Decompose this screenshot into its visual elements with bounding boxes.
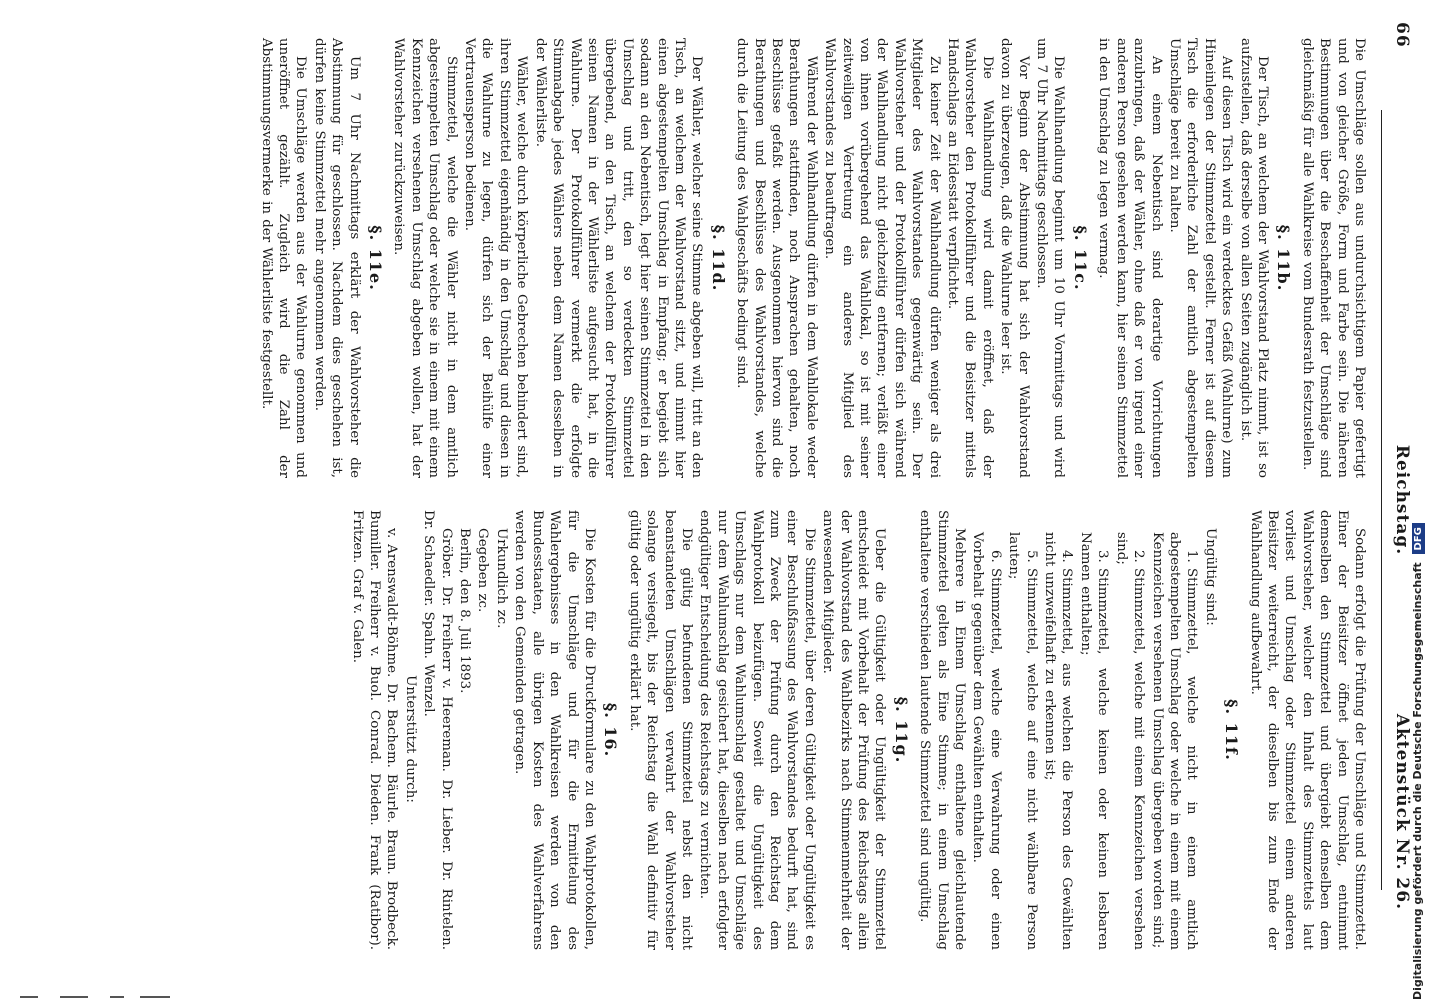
list-lead: Ungültig sind: bbox=[1202, 528, 1218, 626]
section-heading-11d: §. 11d. bbox=[708, 224, 728, 292]
page-number: 66 bbox=[1392, 22, 1412, 48]
list-item: 5.Stimmzettel, welche auf eine nicht wählbare Person lauten; bbox=[1006, 532, 1039, 950]
paragraph: Die gültig befundenen Stimmzettel nebst den nicht beanstandeten Umschlägen verwahrt der Wahlvorsteher solange versiegelt, bis der Reichstag die Wahl definitiv für gültig oder ungültig erklärt hat. bbox=[626, 510, 694, 950]
running-title: Reichstag. bbox=[1392, 444, 1412, 556]
header-rule bbox=[1381, 110, 1382, 890]
paragraph: Mehrere in Einem Umschlag enthaltene gleichlautende Stimmzettel gelten als Eine Stimme; in einem Umschlag enthaltene verschieden lautende Stimmzettel sind ungültig. bbox=[917, 510, 968, 950]
list-item: 2.Stimmzettel, welche mit einem Kennzeichen versehen sind; bbox=[1113, 532, 1147, 950]
paragraph: Die Wahlhandlung beginnt um 10 Uhr Vormittags und wird um 7 Uhr Nachmittags geschlossen. bbox=[1034, 38, 1067, 478]
paragraph: An einem Nebentisch sind derartige Vorrichtungen anzubringen, daß der Wähler, ohne daß er von irgend einer anderen Person gesehen werden kann, hier seinen Stimmzettel in den Umschlag zu legen vermag. bbox=[1096, 38, 1164, 478]
list-item: 4.Stimmzettel, aus welchen die Person des Gewählten nicht unzweifelhaft zu erkennen ist; bbox=[1042, 532, 1075, 950]
paragraph: Um 7 Uhr Nachmittags erklärt der Wahlvorsteher die Abstimmung für geschlossen. Nachdem dies geschehen ist, dürfen keine Stimmzettel mehr angenommen werden. bbox=[311, 38, 362, 478]
section-heading-11e: §. 11e. bbox=[366, 225, 386, 291]
supporter-names: v. Arenswaldt-Böhme. Dr. Bachem. Bäurle. Braun. Brodbeck. Bumiller. Freiherr v. Buol. Conrad. Dieden. Frank (Ratibor). Fritzen. Graf v. Galen. bbox=[349, 510, 400, 950]
paragraph: Der Tisch, an welchem der Wahlvorstand Platz nimmt, ist so aufzustellen, daß derselbe von allen Seiten zugänglich ist. bbox=[1237, 38, 1270, 478]
intro-paragraph: Die Umschläge sollen aus undurchsichtigem Papier gefertigt und von gleicher Größe, Form und Farbe sein. Die näheren Bestimmungen über die Beschaffenheit der Umschläge sind gleichmäßig für alle Wahlkreise vom Bundesrath festzustellen. bbox=[1299, 38, 1367, 478]
section-heading-11c: §. 11c. bbox=[1070, 225, 1090, 291]
document-number: Aktenstück Nr. 26. bbox=[1392, 713, 1412, 910]
paragraph: Während der Wahlhandlung dürfen in dem Wahllokale weder Berathungen stattfinden, noch Ansprachen gehalten, noch Beschlüsse gefaßt werden. Ausgenommen hiervon sind die Berathungen und Beschlüsse des Wahlvorstandes, welche durch die Leitung des Wahlgeschäfts bedingt sind. bbox=[734, 38, 819, 478]
signature-line: Urkundlich zc. bbox=[493, 528, 509, 629]
signature-date: Berlin, den 8. Juli 1893. bbox=[457, 528, 473, 694]
paragraph: Stimmzettel, welche die Wähler nicht in dem amtlich abgestempelten Umschlag oder welche sie in einem mit einem Kennzeichen versehenen Umschlag abgeben wollen, hat der Wahlvorsteher zurückzuweisen. bbox=[391, 38, 459, 478]
scan-edge-marks bbox=[0, 994, 300, 1000]
list-item: 1.Stimmzettel, welche nicht in einem amtlich abgestempelten Umschlag oder welche in einem mit einem Kennzeichen versehenen Umschlag übergeben worden sind; bbox=[1149, 532, 1200, 950]
paragraph: Die Wahlhandlung wird damit eröffnet, daß der Wahlvorsteher den Protokollführer und die Beisitzer mittels Handschlags an Eidesstatt verpflichtet. bbox=[945, 38, 995, 478]
paragraph: Auf diesen Tisch wird ein verdecktes Gefäß (Wahlurne) zum Hineinlegen der Stimmzettel gestellt. Ferner ist auf diesem Tisch die erforderliche Zahl der amtlich abgestempelten Umschläge bereit zu halten. bbox=[1166, 38, 1235, 478]
paragraph: Die Stimmzettel, über deren Gültigkeit oder Ungültigkeit es einer Beschlußfassung des Wahlvorstandes bedurft hat, sind zum Zweck der Prüfung durch den Reichstag dem Wahlprotokoll beizufügen. Soweit die Ungültigkeit des Umschlags nur dem Wahlumschlag gestaltet und Umschläge nur dem Wahlumschlag gesichert hat, dieselben nach erfolgter endgültiger Entscheidung des Reichstags zu vernichten. bbox=[697, 510, 817, 950]
credit-text: Digitalisierung gefördert durch die Deutsche Forschungsgemeinschaft bbox=[1411, 562, 1424, 1000]
intro-paragraph: Sodann erfolgt die Prüfung der Umschläge und Stimmzettel. Einer der Beisitzer öffnet jeden Umschlag, entnimmt demselben den Stimmzettel und übergiebt denselben dem Wahlvorsteher, welcher den Inhalt des Stimmzettels laut vorliest und Umschlag oder Stimmzettel einem anderen Beisitzer weiterreicht, der dieselben bis zum Ende der Wahlhandlung aufbewahrt. bbox=[1247, 510, 1367, 950]
list-item: 6.Stimmzettel, welche eine Verwahrung oder einen Vorbehalt gegenüber dem Gewählten enthalten. bbox=[970, 532, 1003, 950]
dfg-logo: DFG bbox=[1412, 523, 1425, 554]
section-heading-11g: §. 11g. bbox=[891, 696, 911, 764]
left-column bbox=[256, 38, 1368, 478]
paragraph: Die Umschläge werden aus der Wahlurne genommen und uneröffnet gezählt. Zugleich wird die Zahl der Abstimmungsvermerke in der Wählerliste festgestellt. bbox=[258, 38, 309, 478]
section-heading-11b: §. 11b. bbox=[1274, 224, 1294, 292]
paragraph: Ueber die Gültigkeit oder Ungültigkeit der Stimmzettel entscheidet mit Vorbehalt der Prüfung des Reichstags allein der Wahlvorstand des Wahlbezirks nach Stimmenmehrheit der anwesenden Mitglieder. bbox=[820, 510, 888, 950]
section-heading-11f: §. 11f. bbox=[1222, 699, 1242, 761]
paragraph: Wähler, welche durch körperliche Gebrechen behindert sind, ihren Stimmzettel eigenhändig in den Umschlag und diesen in die Wahlurne zu legen, dürfen sich der Beihülfe einer Vertrauensperson bedienen. bbox=[462, 38, 530, 478]
right-column bbox=[347, 510, 1368, 950]
section-heading-16: §. 16. bbox=[601, 702, 621, 758]
paragraph: Vor Beginn der Abstimmung hat sich der Wahlvorstand davon zu überzeugen, daß die Wahlurne leer ist. bbox=[998, 38, 1031, 478]
paragraph: Zu keiner Zeit der Wahlhandlung dürfen weniger als drei Mitglieder des Wahlvorstandes gegenwärtig sein. Der Wahlvorsteher und der Protokollführer dürfen sich während der Wahlhandlung nicht gleichzeitig entfernen; verläßt einer von ihnen vorübergehend das Wahllokal, so ist mit seiner zeitweiligen Vertretung ein anderes Mitglied des Wahlvorstandes zu beauftragen. bbox=[822, 38, 942, 478]
list-item: 3.Stimmzettel, welche keinen oder keinen lesbaren Namen enthalten; bbox=[1077, 532, 1111, 950]
signature-line: Gegeben zc. bbox=[475, 528, 491, 613]
digitization-credit bbox=[1411, 0, 1431, 1000]
paragraph: Der Wähler, welcher seine Stimme abgeben will, tritt an den Tisch, an welchem der Wahlvorstand sitzt, und nimmt hier einen abgestempelten Umschlag in Empfang; er begiebt sich sodann an den Nebentisch, legt hier seinen Stimmzettel in den Umschlag und tritt, den so verdeckten Stimmzettel übergebend, an den Tisch, an welchem der Protokollführer seinen Namen in der Wählerliste aufgesucht hat, in die Wahlurne. Der Protokollführer vermerkt die erfolgte Stimmabgabe jedes Wählers neben dem Namen desselben in der Wählerliste. bbox=[532, 38, 705, 478]
paragraph: Die Kosten für die Druckformulare zu den Wahlprotokollen, für die Umschläge und für die Ermittelung des Wahlergebnisses in den Wahlkreisen werden von den Bundesstaaten, alle übrigen Kosten des Wahlverfahrens werden von den Gemeinden getragen. bbox=[512, 510, 597, 950]
signatory-names: Gröber. Dr. Freiherr v. Heereman. Dr. Lieber. Dr. Rintelen. Dr. Schaedler. Spahn. Wenzel. bbox=[421, 510, 454, 950]
supported-by-label: Unterstützt durch: bbox=[402, 675, 418, 803]
